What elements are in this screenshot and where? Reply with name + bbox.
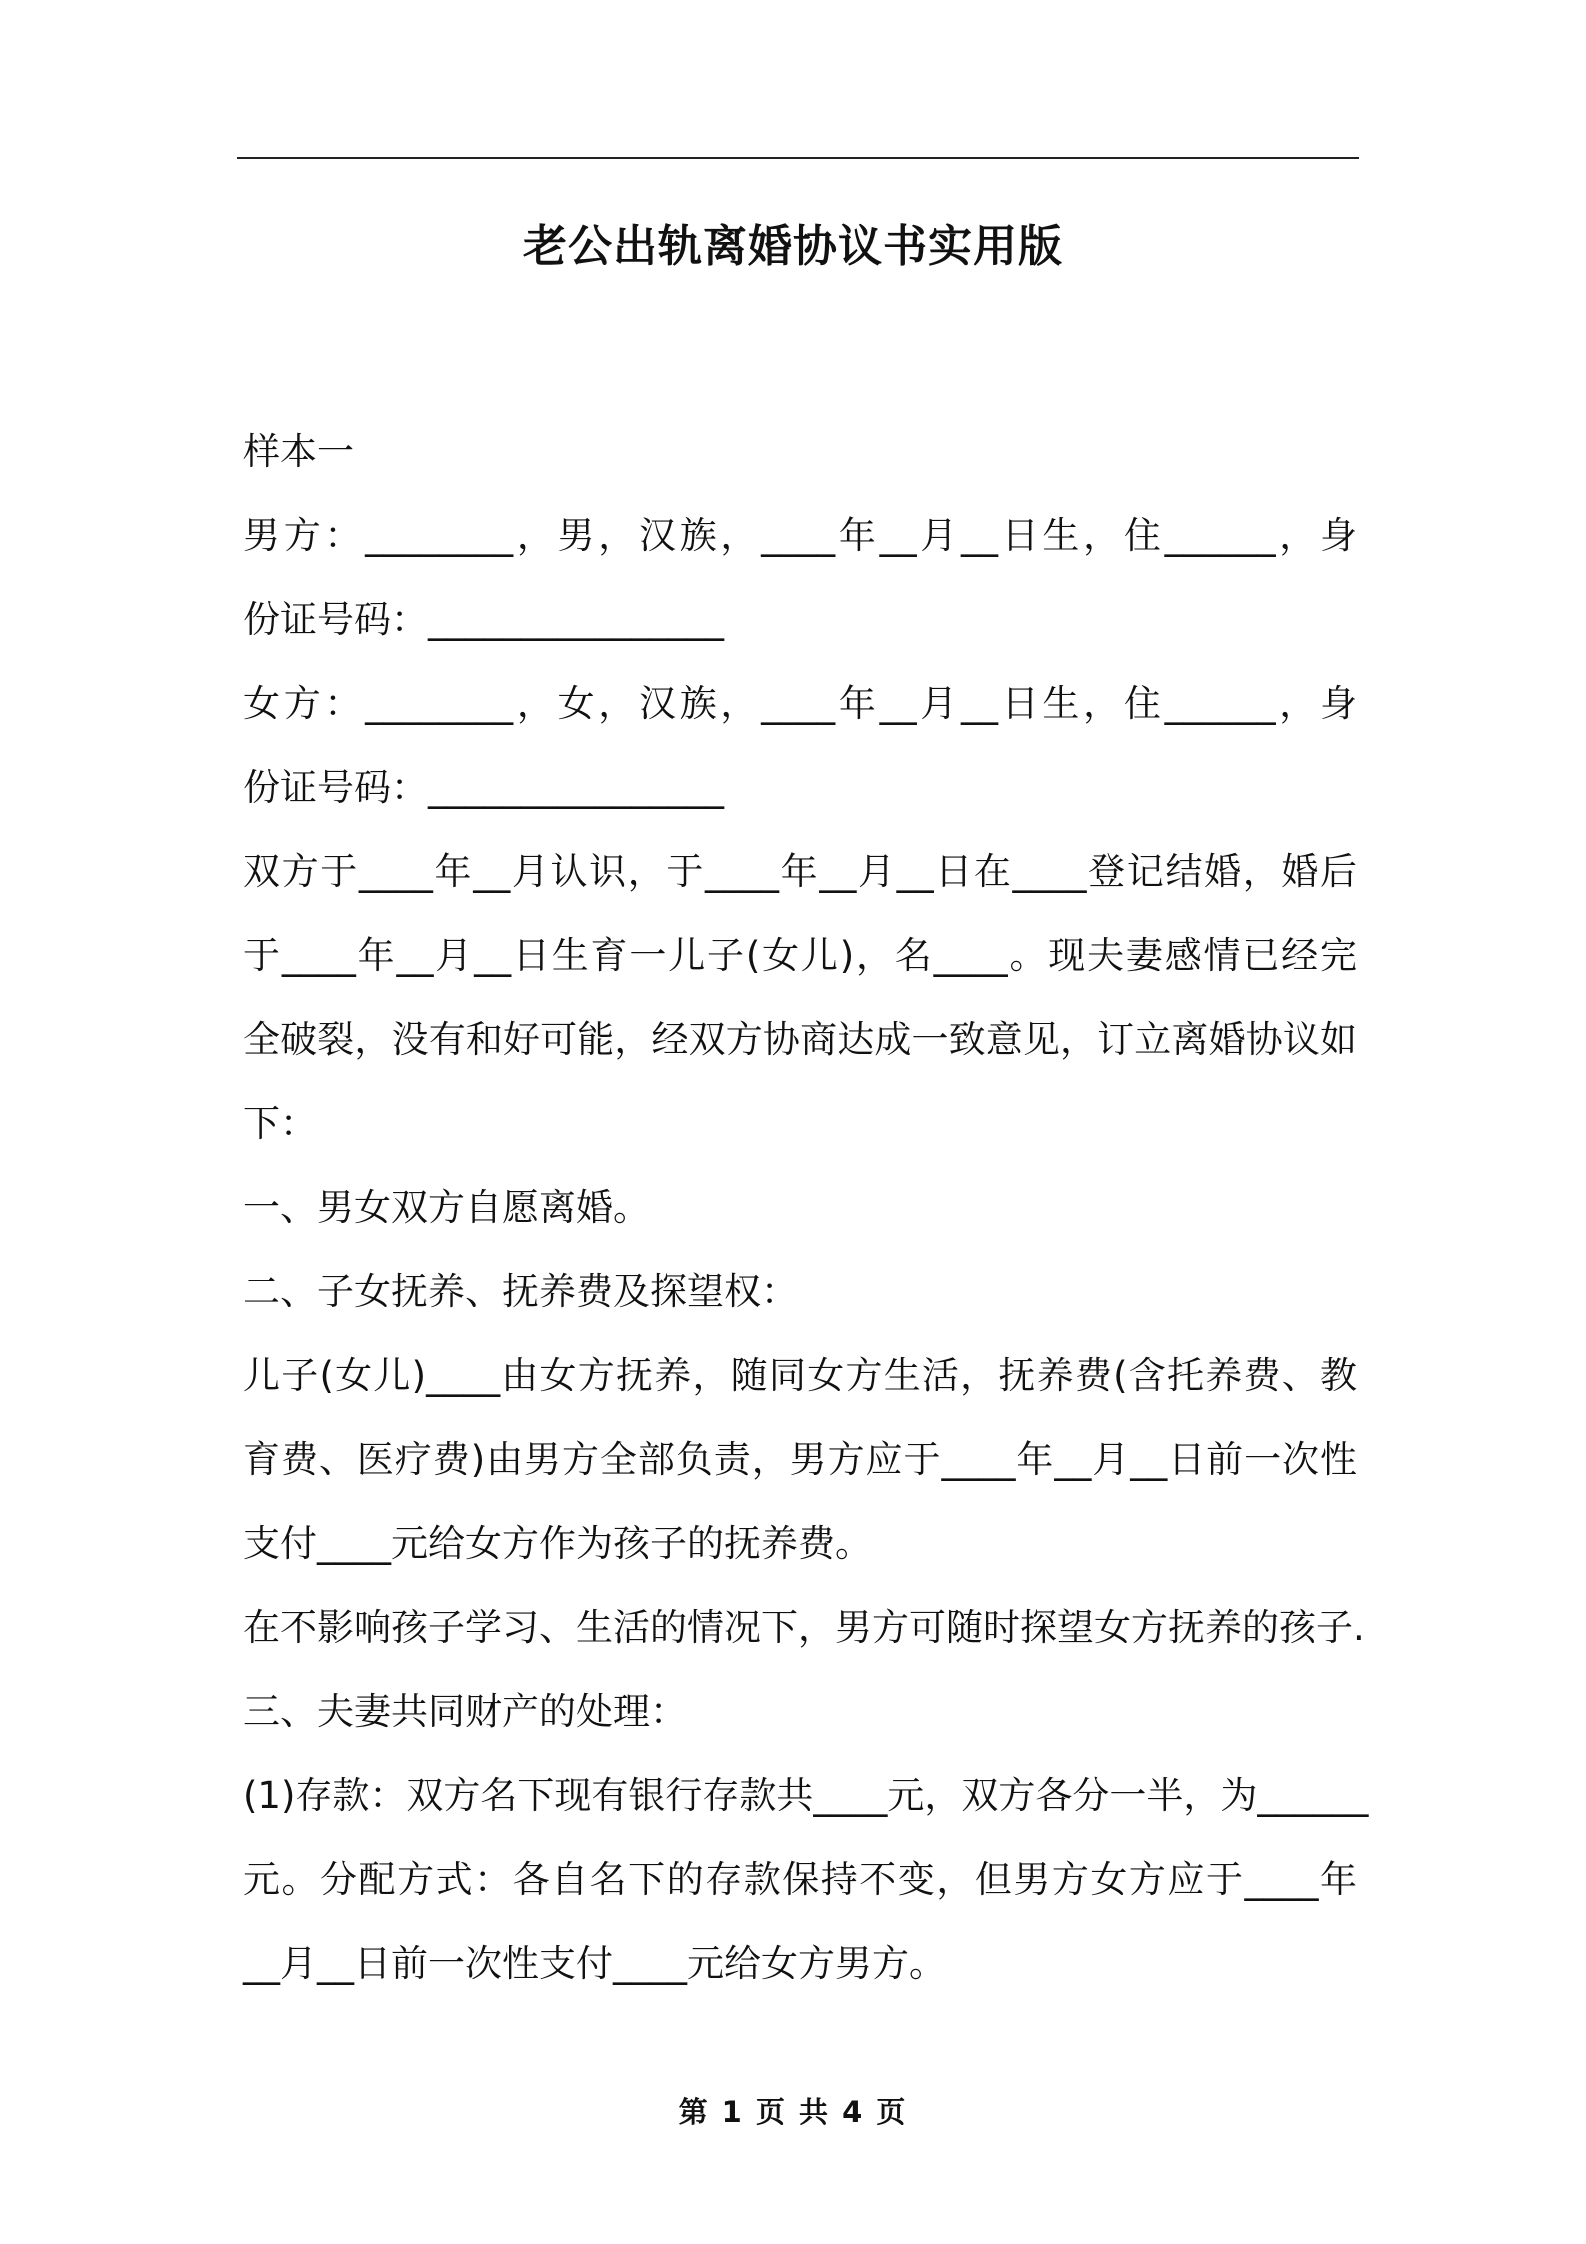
body-line: 份证号码：________________ bbox=[243, 598, 724, 641]
body-line: 于____年__月__日生育一儿子(女儿)，名____。现夫妻感情已经完 bbox=[243, 934, 1357, 977]
body-line: 育费、医疗费)由男方全部负责，男方应于____年__月__日前一次性 bbox=[243, 1438, 1357, 1481]
body-line: 儿子(女儿)____由女方抚养，随同女方生活，抚养费(含托养费、教 bbox=[243, 1354, 1357, 1397]
body-line: 二、子女抚养、抚养费及探望权： bbox=[243, 1270, 798, 1313]
body-line: 男方：________，男，汉族，____年__月__日生，住______，身 bbox=[243, 514, 1357, 557]
header-rule bbox=[237, 157, 1359, 159]
body-line: 支付____元给女方作为孩子的抚养费。 bbox=[243, 1522, 872, 1565]
document-body bbox=[243, 410, 1369, 2006]
body-line: 下： bbox=[243, 1102, 317, 1145]
body-line: __月__日前一次性支付____元给女方男方。 bbox=[243, 1942, 946, 1985]
body-line: 全破裂，没有和好可能，经双方协商达成一致意见，订立离婚协议如 bbox=[243, 1018, 1357, 1061]
body-line: (1)存款：双方名下现有银行存款共____元，双方各分一半，为______ bbox=[243, 1774, 1369, 1817]
page-number: 第 1 页 共 4 页 bbox=[678, 2095, 908, 2129]
body-line: 三、夫妻共同财产的处理： bbox=[243, 1690, 687, 1733]
body-line: 元。分配方式：各自名下的存款保持不变，但男方女方应于____年 bbox=[243, 1858, 1357, 1901]
body-line: 样本一 bbox=[243, 430, 354, 473]
body-line: 双方于____年__月认识，于____年__月__日在____登记结婚，婚后 bbox=[243, 850, 1357, 893]
body-line: 在不影响孩子学习、生活的情况下，男方可随时探望女方抚养的孩子. bbox=[243, 1606, 1365, 1649]
body-line: 份证号码：________________ bbox=[243, 766, 724, 809]
body-line: 一、男女双方自愿离婚。 bbox=[243, 1186, 650, 1229]
document-title: 老公出轨离婚协议书实用版 bbox=[523, 221, 1063, 272]
body-line: 女方：________，女，汉族，____年__月__日生，住______，身 bbox=[243, 682, 1357, 725]
